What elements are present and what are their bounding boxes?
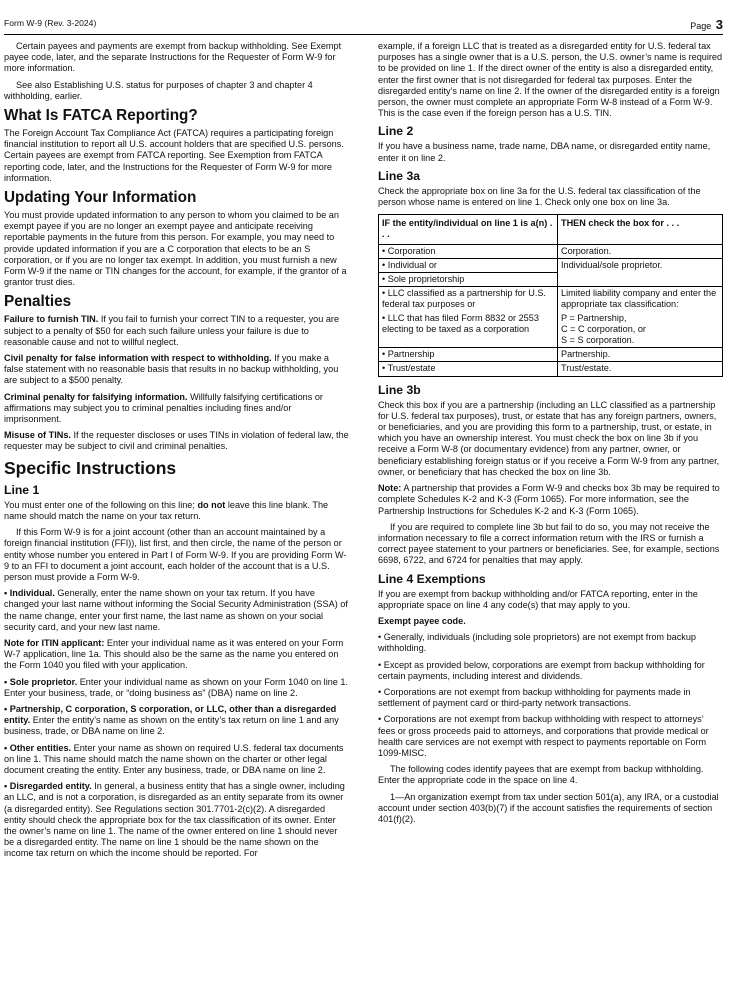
table-cell: Limited liability company and enter the appropriate tax classification: P = Partnership, C = C corporation, or S = S corporation. (558, 287, 723, 348)
paragraph: Check this box if you are a partnership (including an LLC classified as a partnership for U.S. federal tax purposes), trust, or estate that has any foreign partners, owners, or beneficiaries, and you are providing this form to a partnership, trust, or estate, in which you have an ownership interest. You must check the box on line 3b if you receive a Form W-8 (or documentary evidence) from any partner, owner, or beneficiary establishing foreign status or if you receive a Form W-9 from any partner, owner, or beneficiary that has checked the box on line 3b. (378, 399, 720, 477)
paragraph: The following codes identify payees that are exempt from backup withholding. Enter the appropriate code in the space on line 4. (378, 764, 704, 786)
table-row (379, 287, 723, 348)
table-cell: Corporation. (558, 244, 723, 258)
heading-penalties: Penalties (4, 293, 72, 311)
table-cell: • Trust/estate (379, 362, 558, 376)
table-cell: Trust/estate. (558, 362, 723, 376)
form-identifier: Form W-9 (Rev. 3-2024) (4, 18, 97, 28)
left-column (4, 41, 349, 865)
paragraph: example, if a foreign LLC that is treated as a disregarded entity for U.S. federal tax purposes has a single owner that is a U.S. person, the U.S. owner’s name is required to be provided on line 1. If the direct owner of the entity is also a disregarded entity, enter the first owner that is not disregarded for federal tax purposes. Enter the disregarded entity’s name on line 2. If the owner of the disregarded entity is a foreign person, the owner must complete an appropriate Form W-8 instead of a Form W-9. This is the case even if the foreign person has a U.S. TIN. (378, 41, 723, 119)
page-header (4, 14, 723, 35)
paragraph: If you have a business name, trade name, DBA name, or disregarded entity name, enter it on line 2. (378, 141, 711, 163)
paragraph: Failure to furnish TIN. If you fail to furnish your correct TIN to a requester, you are subject to a penalty of $50 for each such failure unless your failure is due to reasonable cause and not to willful neglect. (4, 314, 340, 347)
paragraph: Check the appropriate box on line 3a for the U.S. federal tax classification of the person whose name is entered on line 1. Check only one box on line 3a. (378, 185, 701, 208)
heading-line2: Line 2 (378, 124, 414, 139)
table-row (379, 244, 723, 258)
right-column (378, 41, 723, 830)
paragraph: • Other entities. Enter your name as shown on required U.S. federal tax documents on line 1. This name should match the name shown on the charter or other legal document creating the entity. Enter any business, trade, or DBA name on line 2. (4, 742, 344, 775)
paragraph: • Sole proprietor. Enter your individual name as shown on your Form 1040 on line 1. Enter your business, trade, or “doing business as” (DBA) name on line 2. (4, 676, 349, 698)
paragraph: If you are exempt from backup withholding and/or FATCA reporting, enter in the appropriate space on line 4 any code(s) that may apply to you. (378, 588, 698, 610)
table-row (379, 258, 723, 286)
table-cell: Partnership. (558, 348, 723, 362)
paragraph: Note: A partnership that provides a Form W-9 and checks box 3b may be required to complete Schedules K-2 and K-3 (Form 1065). For more information, see the Partnership Instructions for Schedules K-2 and K-3 (Form 1065). (378, 483, 720, 516)
paragraph: The Foreign Account Tax Compliance Act (FATCA) requires a participating foreign financial institution to report all U.S. account holders that are specified U.S. persons. Certain payees are exempt from FATCA reporting. See Exemption from FATCA reporting code, later, and the Instructions for the Requester of Form W-9 for more information. (4, 128, 344, 183)
list-item: • Generally, individuals (including sole proprietors) are not exempt from backup withholding. (378, 632, 696, 654)
paragraph: If this Form W-9 is for a joint account (other than an account maintained by a foreign financial institution (FFI)), list first, and then circle, the name of the person or entity whose number you entered in Part I of Form W-9. If you are providing Form W-9 to an FFI to document a joint account, each holder of the account that is a U.S. person must provide a Form W-9. (4, 527, 347, 582)
table-header-cell: IF the entity/individual on line 1 is a(n) . . . (379, 215, 558, 244)
table-cell: • LLC classified as a partnership for U.S. federal tax purposes or • LLC that has filed Form 8832 or 2553 electing to be taxed as a corporation (379, 287, 558, 348)
paragraph: Certain payees and payments are exempt from backup withholding. See Exempt payee code, later, and the separate Instructions for the Requester of Form W-9 for more information. (4, 41, 342, 74)
classification-table (378, 214, 723, 376)
paragraph: • Individual. Generally, enter the name shown on your tax return. If you have changed your last name without informing the Social Security Administration (SSA) of the name change, enter your first name, the last name as shown on your social security card, and your new last name. (4, 588, 348, 632)
heading-line3a: Line 3a (378, 168, 420, 183)
table-cell: • Corporation (379, 244, 558, 258)
heading-fatca: What Is FATCA Reporting? (4, 107, 198, 125)
heading-line4: Line 4 Exemptions (378, 571, 486, 586)
paragraph: Misuse of TINs. If the requester discloses or uses TINs in violation of federal law, the requester may be subject to civil and criminal penalties. (4, 430, 349, 452)
heading-line3b: Line 3b (378, 382, 421, 397)
paragraph: You must enter one of the following on this line; do not leave this line blank. The name should match the name on your tax return. (4, 499, 329, 521)
list-item: • Corporations are not exempt from backup withholding for payments made in settlement of payment card or third-party network transactions. (378, 686, 691, 709)
table-cell: Individual/sole proprietor. (558, 258, 723, 286)
table-row (379, 348, 723, 362)
heading-updating: Updating Your Information (4, 189, 197, 207)
paragraph: If you are required to complete line 3b but fail to do so, you may not receive the information necessary to file a correct information return with the IRS or furnish a correct payee statement to your partners or beneficiaries. See, for example, sections 6698, 6722, and 6724 for penalties that may apply. (378, 521, 720, 566)
paragraph: Criminal penalty for falsifying information. Willfully falsifying certifications or affirmations may subject you to criminal penalties including fines and/or imprisonment. (4, 391, 323, 425)
list-item: • Except as provided below, corporations are exempt from backup withholding for certain payments, including interest and dividends. (378, 659, 705, 681)
paragraph: • Disregarded entity. In general, a business entity that has a single owner, including an LLC, and is not a corporation, is disregarded as an entity separate from its owner (a disregarded entity). See Regulations section 301.7701-2(c)(2). A disregarded entity should check the appropriate box for the tax classification of its owner. Enter the owner’s name on line 1. The name of the owner entered on line 1 should never be a disregarded entity. The name on line 1 should be the name shown on the income tax return on which the income should be reported. For (4, 781, 345, 859)
table-cell: • Individual or • Sole proprietorship (379, 258, 558, 286)
paragraph: Civil penalty for false information with respect to withholding. If you make a false statement with no reasonable basis that results in no backup withholding, you are subject to a $500 penalty. (4, 353, 339, 386)
paragraph: See also Establishing U.S. status for purposes of chapter 3 and chapter 4 withholding, earlier. (4, 79, 313, 101)
table-header-row (379, 215, 723, 244)
subheading-exempt-payee: Exempt payee code. (378, 615, 466, 626)
list-item: • Corporations are not exempt from backup withholding with respect to attorneys’ fees or gross proceeds paid to attorneys, and corporations that provide medical or health care services are not exempt with respect to payments reportable on Form 1099-MISC. (378, 714, 709, 758)
paragraph: • Partnership, C corporation, S corporation, or LLC, other than a disregarded entity. Enter the entity’s name as shown on the entity’s tax return on line 1 and any business, trade, or DBA name on line 2. (4, 703, 339, 737)
heading-specific-instructions: Specific Instructions (4, 457, 177, 478)
page-number: Page 3 (690, 17, 723, 32)
heading-line1: Line 1 (4, 482, 40, 497)
paragraph: You must provide updated information to any person to whom you claimed to be an exempt payee if you are no longer an exempt payee and anticipate receiving reportable payments in the future from this person. For example, you may need to provide updated information if you are a C corporation that elects to be an S corporation, or if you are no longer tax exempt. In addition, you must furnish a new Form W-9 if the name or TIN changes for the account, for example, if the grantor of a grantor trust dies. (4, 210, 347, 288)
table-cell: • Partnership (379, 348, 558, 362)
paragraph: Note for ITIN applicant: Enter your individual name as it was entered on your Form W-7 application, line 1a. This should also be the same as the name you entered on the Form 1040 you filed with your application. (4, 637, 344, 671)
table-header-cell: THEN check the box for . . . (558, 215, 723, 244)
table-row (379, 362, 723, 376)
paragraph: 1—An organization exempt from tax under section 501(a), any IRA, or a custodial account under section 403(b)(7) if the account satisfies the requirements of section 401(f)(2). (378, 791, 719, 824)
